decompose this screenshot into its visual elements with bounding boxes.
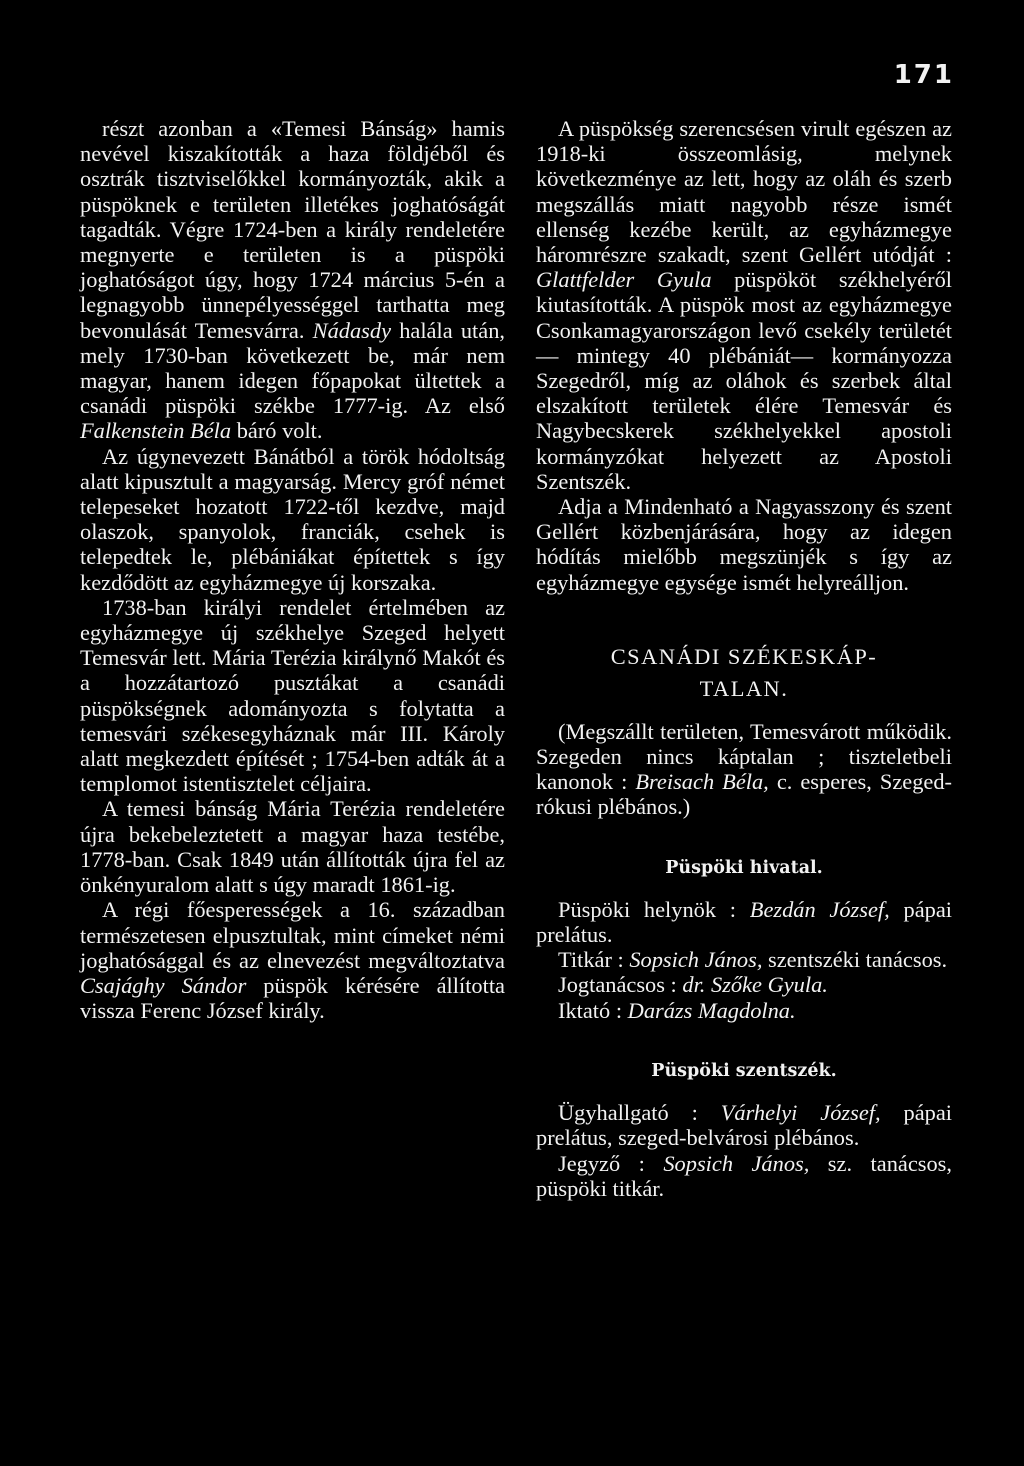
court-entry	[536, 1151, 952, 1201]
text: báró volt.	[231, 418, 323, 444]
text: Jegyző :	[558, 1150, 664, 1176]
paragraph: Adja a Mindenható a Nagyasszony és szent Gellért közbenjárására, hogy az idegen hódítás mielőbb megszünjék s így az egyházmegye egysége ismét helyreálljon.	[536, 494, 952, 595]
text: sz. tanácsos, püspöki titkár.	[536, 1150, 952, 1201]
office-entry	[536, 947, 952, 972]
text: pápai prelátus.	[536, 896, 952, 948]
text: halála után, mely 1730-ban következett be, már nem magyar, hanem idegen főpapokat ültettek a csanádi püspöki székbe 1777-ig. Az első	[80, 317, 505, 419]
paragraph	[536, 116, 952, 494]
text: (Megszállt területen, Temesvárott működik. Szegeden nincs káptalan ; tiszteletbeli kanonok :	[536, 718, 952, 795]
subheading: Püspöki szentszék.	[651, 1060, 837, 1081]
office-entry	[536, 998, 952, 1023]
note-paragraph	[536, 719, 952, 820]
court-entry	[536, 1100, 952, 1150]
page-number: 171	[893, 60, 954, 90]
name-italic: Várhelyi József,	[720, 1100, 881, 1126]
text: pápai prelátus, szeged-belvárosi plébános.	[536, 1100, 952, 1151]
name-italic: Sopsich János,	[663, 1150, 810, 1176]
name-italic: Darázs Magdolna.	[627, 997, 796, 1023]
name-italic: dr. Szőke Gyula.	[682, 972, 828, 998]
name-italic: Sopsich János,	[629, 947, 763, 973]
paragraph: Az úgynevezett Bánátból a török hódoltság alatt kipusztult a magyarság. Mercy gróf német telepeseket hozatott 1722-től kezdve, majd olaszok, spanyolok, franciák, csehek is telepedtek le, plébániákat építettek s így kezdődött az egyházmegye új korszaka.	[80, 443, 505, 595]
paragraph	[80, 897, 505, 1023]
section-heading	[536, 641, 952, 705]
text: A régi főesperességek a 16. században természetesen elpusztultak, mint címeket némi joghatósággal és az elnevezést megváltoztatva	[80, 897, 505, 973]
text: Püspöki helynök :	[558, 896, 750, 922]
name-italic: Breisach Béla,	[635, 769, 769, 795]
right-column	[536, 116, 952, 1201]
left-column	[80, 116, 505, 1023]
name-italic: Bezdán József,	[749, 896, 890, 922]
text: A püspökség szerencsésen virult egészen az 1918-ki összeomlásig, melynek következménye az lett, hogy az oláh és szerb megszállás miatt nagyobb része ismét ellenség kezébe került, az egyházmegye háromrészre szakadt, szent Gellért utódját :	[536, 116, 952, 268]
heading-line: CSANÁDI SZÉKESKÁP-	[610, 643, 878, 669]
name-italic: Glattfelder Gyula	[536, 267, 712, 293]
name-italic: Csajághy Sándor	[80, 972, 247, 998]
office-entry	[536, 897, 952, 947]
name-italic: Nádasdy	[312, 317, 392, 343]
text: c. esperes, Szeged-rókusi plébános.)	[536, 769, 952, 820]
paragraph: A temesi bánság Mária Terézia rendeletére újra bekebeleztetett a magyar haza testébe, 1778-ban. Csak 1849 után állították újra fel az önkényuralom alatt s úgy maradt 1861-ig.	[80, 796, 505, 898]
text: Iktató :	[558, 997, 628, 1023]
paragraph	[80, 116, 505, 444]
text: szentszéki tanácsos.	[762, 947, 948, 973]
paragraph: 1738-ban királyi rendelet értelmében az egyházmegye új székhelye Szeged helyett Temesvár lett. Mária Terézia királynő Makót és a hozzátartozó pusztákat a csanádi püspökségnek adományozta s folytatta a temesvári székesegyháznak már III. Károly alatt megkezdett építését ; 1754-ben adták át a templomot istentisztelet céljaira.	[80, 594, 505, 797]
text: püspök kérésére állította vissza Ferenc József király.	[80, 972, 505, 1024]
text: részt azonban a «Temesi Bánság» hamis nevével kiszakították a haza földjéből és osztrák tisztviselőkkel kormányozták, akik a püspöknek e területen illetékes joghatóságát tagadták. Végre 1724-ben a király rendeletére megnyerte e területen is a püspöki joghatóságot úgy, hogy 1724 március 5-én a legnagyobb ünnepélyességgel tarthatta meg bevonulását Temesvárra.	[80, 116, 505, 343]
text: püspököt székhelyéről kiutasították. A püspök most az egyházmegye Csonkamagyarországon levő csekély területét — mintegy 40 plébániát— kormányozza Szegedről, míg az oláhok és szerbek által elszakított területek élére Temesvár és Nagybecskerek székhelyekkel apostoli kormányzókat helyezett az Apostoli Szentszék.	[536, 267, 952, 494]
subheading: Püspöki hivatal.	[665, 857, 823, 878]
text: Ügyhallgató :	[558, 1100, 721, 1126]
text: Jogtanácsos :	[558, 972, 683, 998]
text: Titkár :	[558, 947, 630, 973]
name-italic: Falkenstein Béla	[80, 418, 232, 444]
heading-line: TALAN.	[699, 675, 789, 701]
office-entry	[536, 972, 952, 997]
